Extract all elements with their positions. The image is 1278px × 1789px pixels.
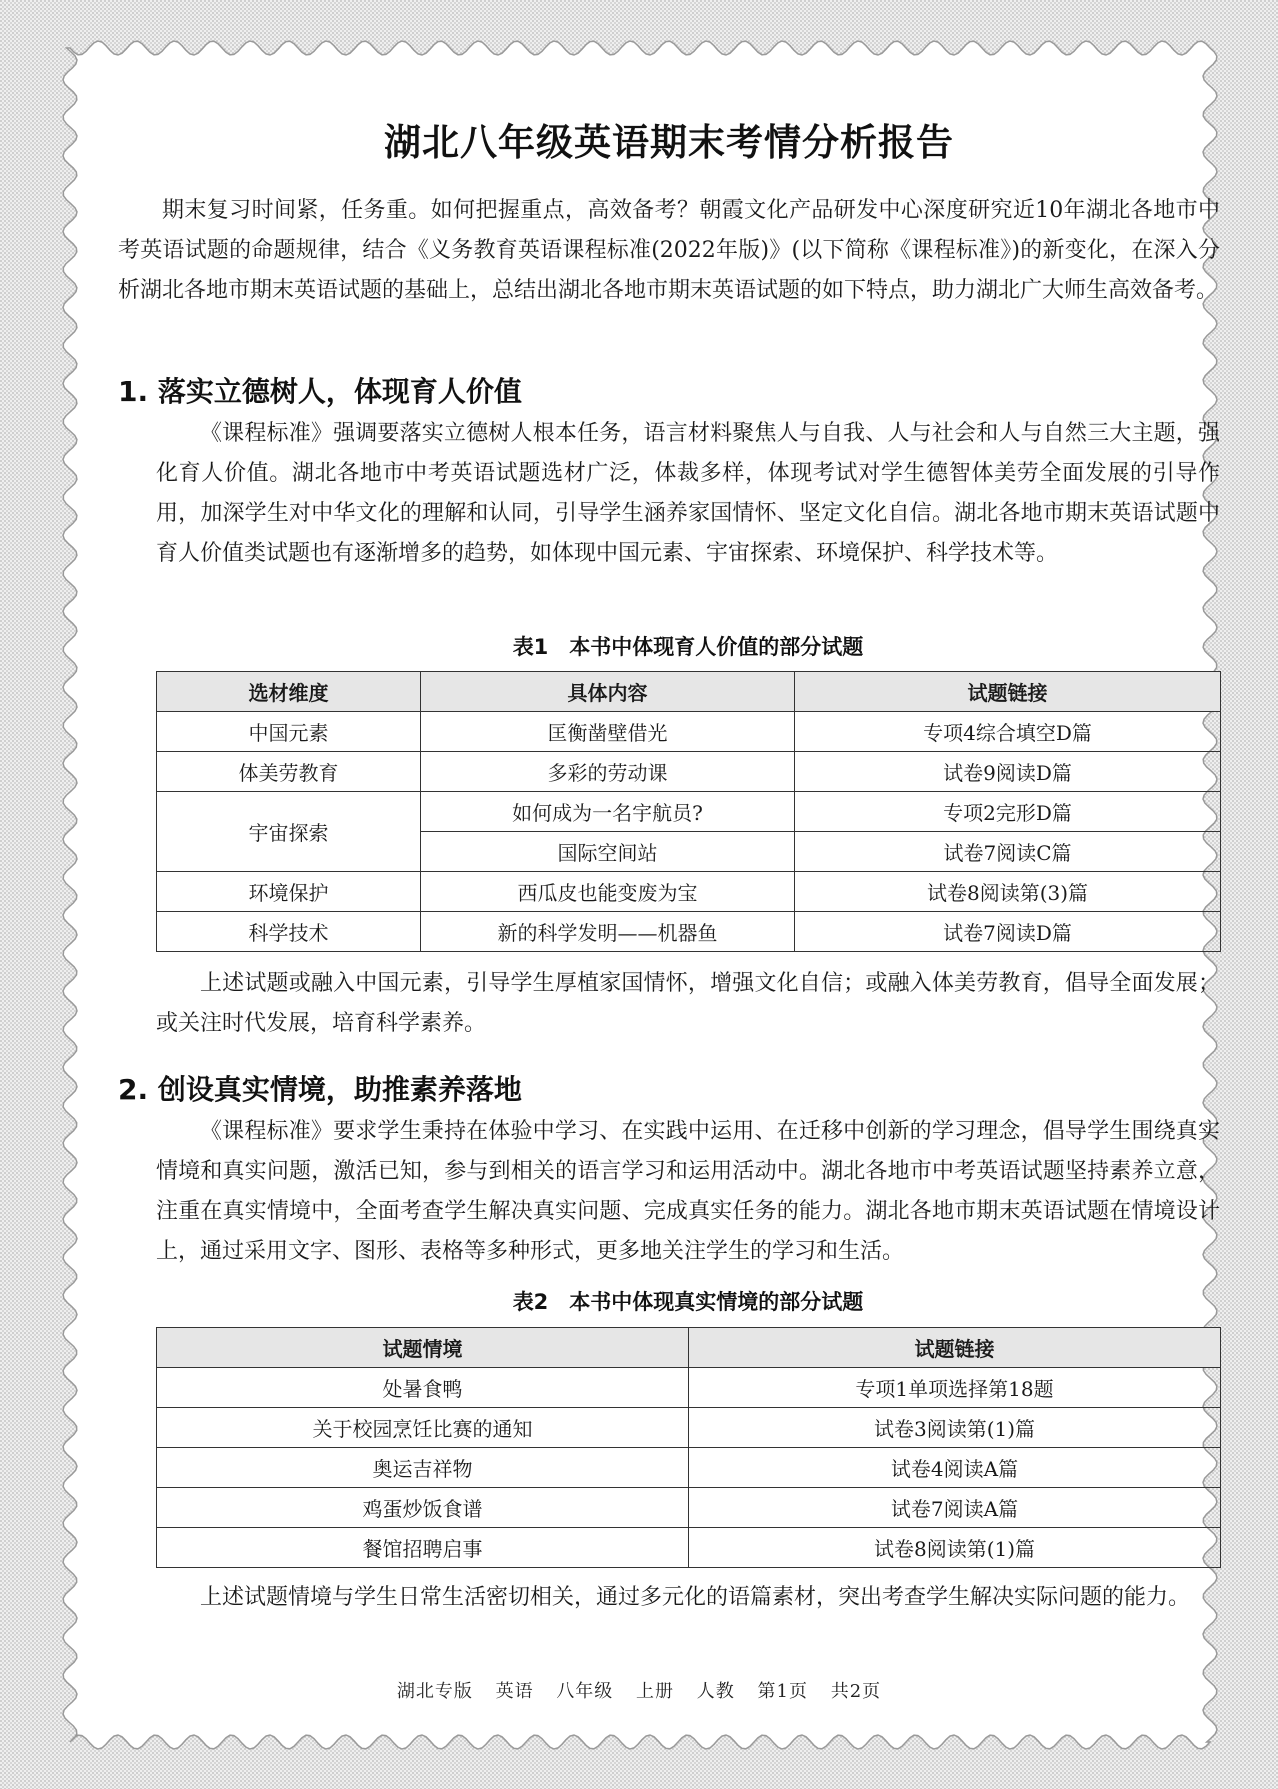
table-row <box>157 1488 1221 1528</box>
table-cell-link: 专项4综合填空D篇 <box>795 712 1221 752</box>
table-cell-link: 试卷8阅读第(3)篇 <box>795 872 1221 912</box>
table-row <box>157 1408 1221 1448</box>
table2-header: 试题情境 <box>157 1328 689 1368</box>
footer-item: 共2页 <box>830 1681 882 1702</box>
section1-summary-block <box>156 964 1220 1044</box>
table-cell-link: 专项1单项选择第18题 <box>689 1368 1221 1408</box>
page-title: 湖北八年级英语期末考情分析报告 <box>384 121 954 164</box>
section1-summary: 上述试题或融入中国元素，引导学生厚植家国情怀，增强文化自信；或融入体美劳教育，倡导全面发展；或关注时代发展，培育科学素养。 <box>156 971 1220 1036</box>
table-cell-link: 专项2完形D篇 <box>795 792 1221 832</box>
table1 <box>156 671 1221 952</box>
table-cell-link: 试卷7阅读A篇 <box>689 1488 1221 1528</box>
table-cell-content: 西瓜皮也能变废为宝 <box>421 872 795 912</box>
intro-block <box>118 191 1220 311</box>
section2-body-block <box>156 1112 1220 1272</box>
table-row <box>157 912 1221 952</box>
table-cell-scene: 关于校园烹饪比赛的通知 <box>157 1408 689 1448</box>
page-footer <box>0 1677 1278 1703</box>
table-row <box>157 1448 1221 1488</box>
table-row <box>157 792 1221 832</box>
table-cell-scene: 餐馆招聘启事 <box>157 1528 689 1568</box>
section1-heading: 1. 落实立德树人，体现育人价值 <box>118 375 522 408</box>
table-cell-content: 如何成为一名宇航员? <box>421 792 795 832</box>
table-row <box>157 752 1221 792</box>
section2-heading: 2. 创设真实情境，助推素养落地 <box>118 1073 522 1106</box>
table-row <box>157 872 1221 912</box>
intro-paragraph: 期末复习时间紧，任务重。如何把握重点，高效备考？朝霞文化产品研发中心深度研究近10年湖北各地市中考英语试题的命题规律，结合《义务教育英语课程标准(2022年版)》(以下简称《课程标准》)的新变化，在深入分析湖北各地市期末英语试题的基础上，总结出湖北各地市期末英语试题的如下特点，助力湖北广大师生高效备考。 <box>118 198 1220 303</box>
table-cell-content: 匡衡凿壁借光 <box>421 712 795 752</box>
table1-header: 具体内容 <box>421 672 795 712</box>
table1-header: 试题链接 <box>795 672 1221 712</box>
section2-body: 《课程标准》要求学生秉持在体验中学习、在实践中运用、在迁移中创新的学习理念，倡导学生围绕真实情境和真实问题，激活已知，参与到相关的语言学习和运用活动中。湖北各地市中考英语试题坚持素养立意，注重在真实情境中，全面考查学生解决真实问题、完成真实任务的能力。湖北各地市期末英语试题在情境设计上，通过采用文字、图形、表格等多种形式，更多地关注学生的学习和生活。 <box>156 1119 1220 1264</box>
footer-item: 人教 <box>696 1681 735 1702</box>
table-row <box>157 1368 1221 1408</box>
table-cell-scene: 处暑食鸭 <box>157 1368 689 1408</box>
footer-item: 上册 <box>636 1681 675 1702</box>
table-cell-scene: 鸡蛋炒饭食谱 <box>157 1488 689 1528</box>
table1-header: 选材维度 <box>157 672 421 712</box>
footer-item: 英语 <box>495 1681 534 1702</box>
footer-item: 第1页 <box>757 1681 808 1702</box>
table-cell-link: 试卷7阅读C篇 <box>795 832 1221 872</box>
table1-caption: 表1 本书中体现育人价值的部分试题 <box>512 635 864 659</box>
table-cell-dimension: 科学技术 <box>157 912 421 952</box>
table-row <box>157 1528 1221 1568</box>
table-cell-content: 国际空间站 <box>421 832 795 872</box>
table-cell-dimension: 中国元素 <box>157 712 421 752</box>
table-cell-content: 新的科学发明——机器鱼 <box>421 912 795 952</box>
table2-header: 试题链接 <box>689 1328 1221 1368</box>
table-cell-dimension: 宇宙探索 <box>157 792 421 872</box>
table-cell-link: 试卷9阅读D篇 <box>795 752 1221 792</box>
footer-item: 湖北专版 <box>396 1681 473 1702</box>
table2 <box>156 1327 1221 1568</box>
footer-item: 八年级 <box>556 1681 614 1702</box>
table-cell-content: 多彩的劳动课 <box>421 752 795 792</box>
table-cell-link: 试卷4阅读A篇 <box>689 1448 1221 1488</box>
section1-body: 《课程标准》强调要落实立德树人根本任务，语言材料聚焦人与自我、人与社会和人与自然三大主题，强化育人价值。湖北各地市中考英语试题选材广泛，体裁多样，体现考试对学生德智体美劳全面发展的引导作用，加深学生对中华文化的理解和认同，引导学生涵养家国情怀、坚定文化自信。湖北各地市期末英语试题中育人价值类试题也有逐渐增多的趋势，如体现中国元素、宇宙探索、环境保护、科学技术等。 <box>156 421 1220 566</box>
section1-body-block <box>156 414 1220 574</box>
table2-caption: 表2 本书中体现真实情境的部分试题 <box>512 1290 864 1314</box>
table-cell-dimension: 体美劳教育 <box>157 752 421 792</box>
table-cell-scene: 奥运吉祥物 <box>157 1448 689 1488</box>
section2-summary: 上述试题情境与学生日常生活密切相关，通过多元化的语篇素材，突出考查学生解决实际问题的能力。 <box>200 1585 1191 1610</box>
table-row <box>157 712 1221 752</box>
table-cell-dimension: 环境保护 <box>157 872 421 912</box>
table-cell-link: 试卷3阅读第(1)篇 <box>689 1408 1221 1448</box>
table-cell-link: 试卷7阅读D篇 <box>795 912 1221 952</box>
table1-header-row <box>157 672 1221 712</box>
section2-summary-block <box>156 1578 1220 1618</box>
table-cell-link: 试卷8阅读第(1)篇 <box>689 1528 1221 1568</box>
table2-header-row <box>157 1328 1221 1368</box>
